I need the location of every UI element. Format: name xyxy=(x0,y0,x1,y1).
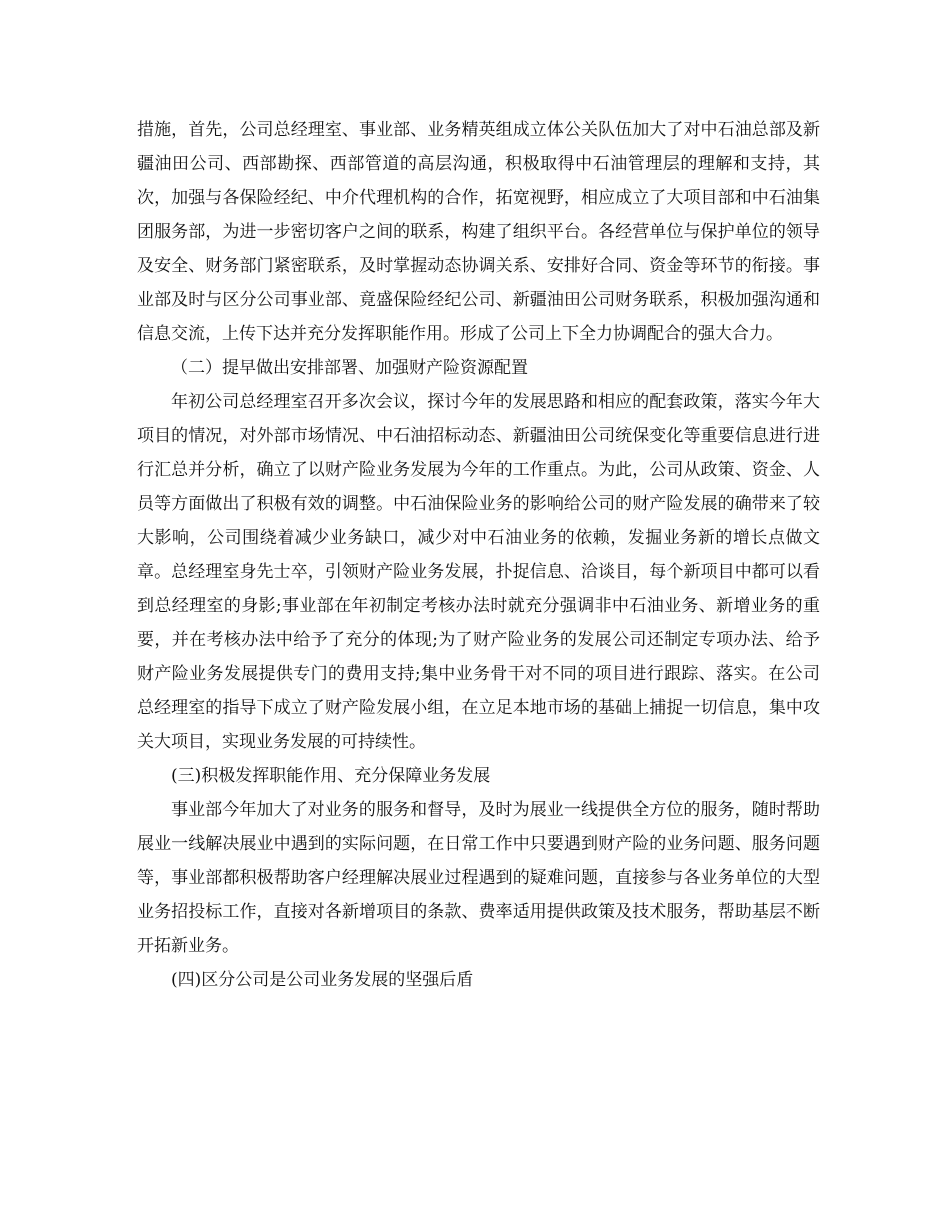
body-paragraph-3: 事业部今年加大了对业务的服务和督导，及时为展业一线提供全方位的服务，随时帮助展业一线解决展业中遇到的实际问题，在日常工作中只要遇到财产险的业务问题、服务问题等，事业部都积极帮助客户经理解决展业过程遇到的疑难问题，直接参与各业务单位的大型业务招投标工作，直接对各新增项目的条款、费率适用提供政策及技术服务，帮助基层不断开拓新业务。 xyxy=(137,800,820,956)
section-heading-2: （二）提早做出安排部署、加强财产险资源配置 xyxy=(171,358,528,378)
section-heading-4: (四)区分公司是公司业务发展的坚强后盾 xyxy=(171,970,474,990)
section-heading-3: (三)积极发挥职能作用、充分保障业务发展 xyxy=(171,766,491,786)
body-paragraph-1: 措施，首先，公司总经理室、事业部、业务精英组成立体公关队伍加大了对中石油总部及新疆油田公司、西部勘探、西部管道的高层沟通，积极取得中石油管理层的理解和支持，其次，加强与各保险经纪、中介代理机构的合作，拓宽视野，相应成立了大项目部和中石油集团服务部，为进一步密切客户之间的联系，构建了组织平台。各经营单位与保护单位的领导及安全、财务部门紧密联系，及时掌握动态协调关系、安排好合同、资金等环节的衔接。事业部及时与区分公司事业部、竟盛保险经纪公司、新疆油田公司财务联系，积极加强沟通和信息交流，上传下达并充分发挥职能作用。形成了公司上下全力协调配合的强大合力。 xyxy=(137,120,820,344)
body-paragraph-2: 年初公司总经理室召开多次会议，探讨今年的发展思路和相应的配套政策，落实今年大项目的情况，对外部市场情况、中石油招标动态、新疆油田公司统保变化等重要信息进行进行汇总并分析，确立了以财产险业务发展为今年的工作重点。为此，公司从政策、资金、人员等方面做出了积极有效的调整。中石油保险业务的影响给公司的财产险发展的确带来了较大影响，公司围绕着减少业务缺口，减少对中石油业务的依赖，发掘业务新的增长点做文章。总经理室身先士卒，引领财产险业务发展，扑捉信息、洽谈目，每个新项目中都可以看到总经理室的身影;事业部在年初制定考核办法时就充分强调非中石油业务、新增业务的重要，并在考核办法中给予了充分的体现;为了财产险业务的发展公司还制定专项办法、给予财产险业务发展提供专门的费用支持;集中业务骨干对不同的项目进行跟踪、落实。在公司总经理室的指导下成立了财产险发展小组，在立足本地市场的基础上捕捉一切信息，集中攻关大项目，实现业务发展的可持续性。 xyxy=(137,392,820,752)
document-body xyxy=(137,113,820,997)
